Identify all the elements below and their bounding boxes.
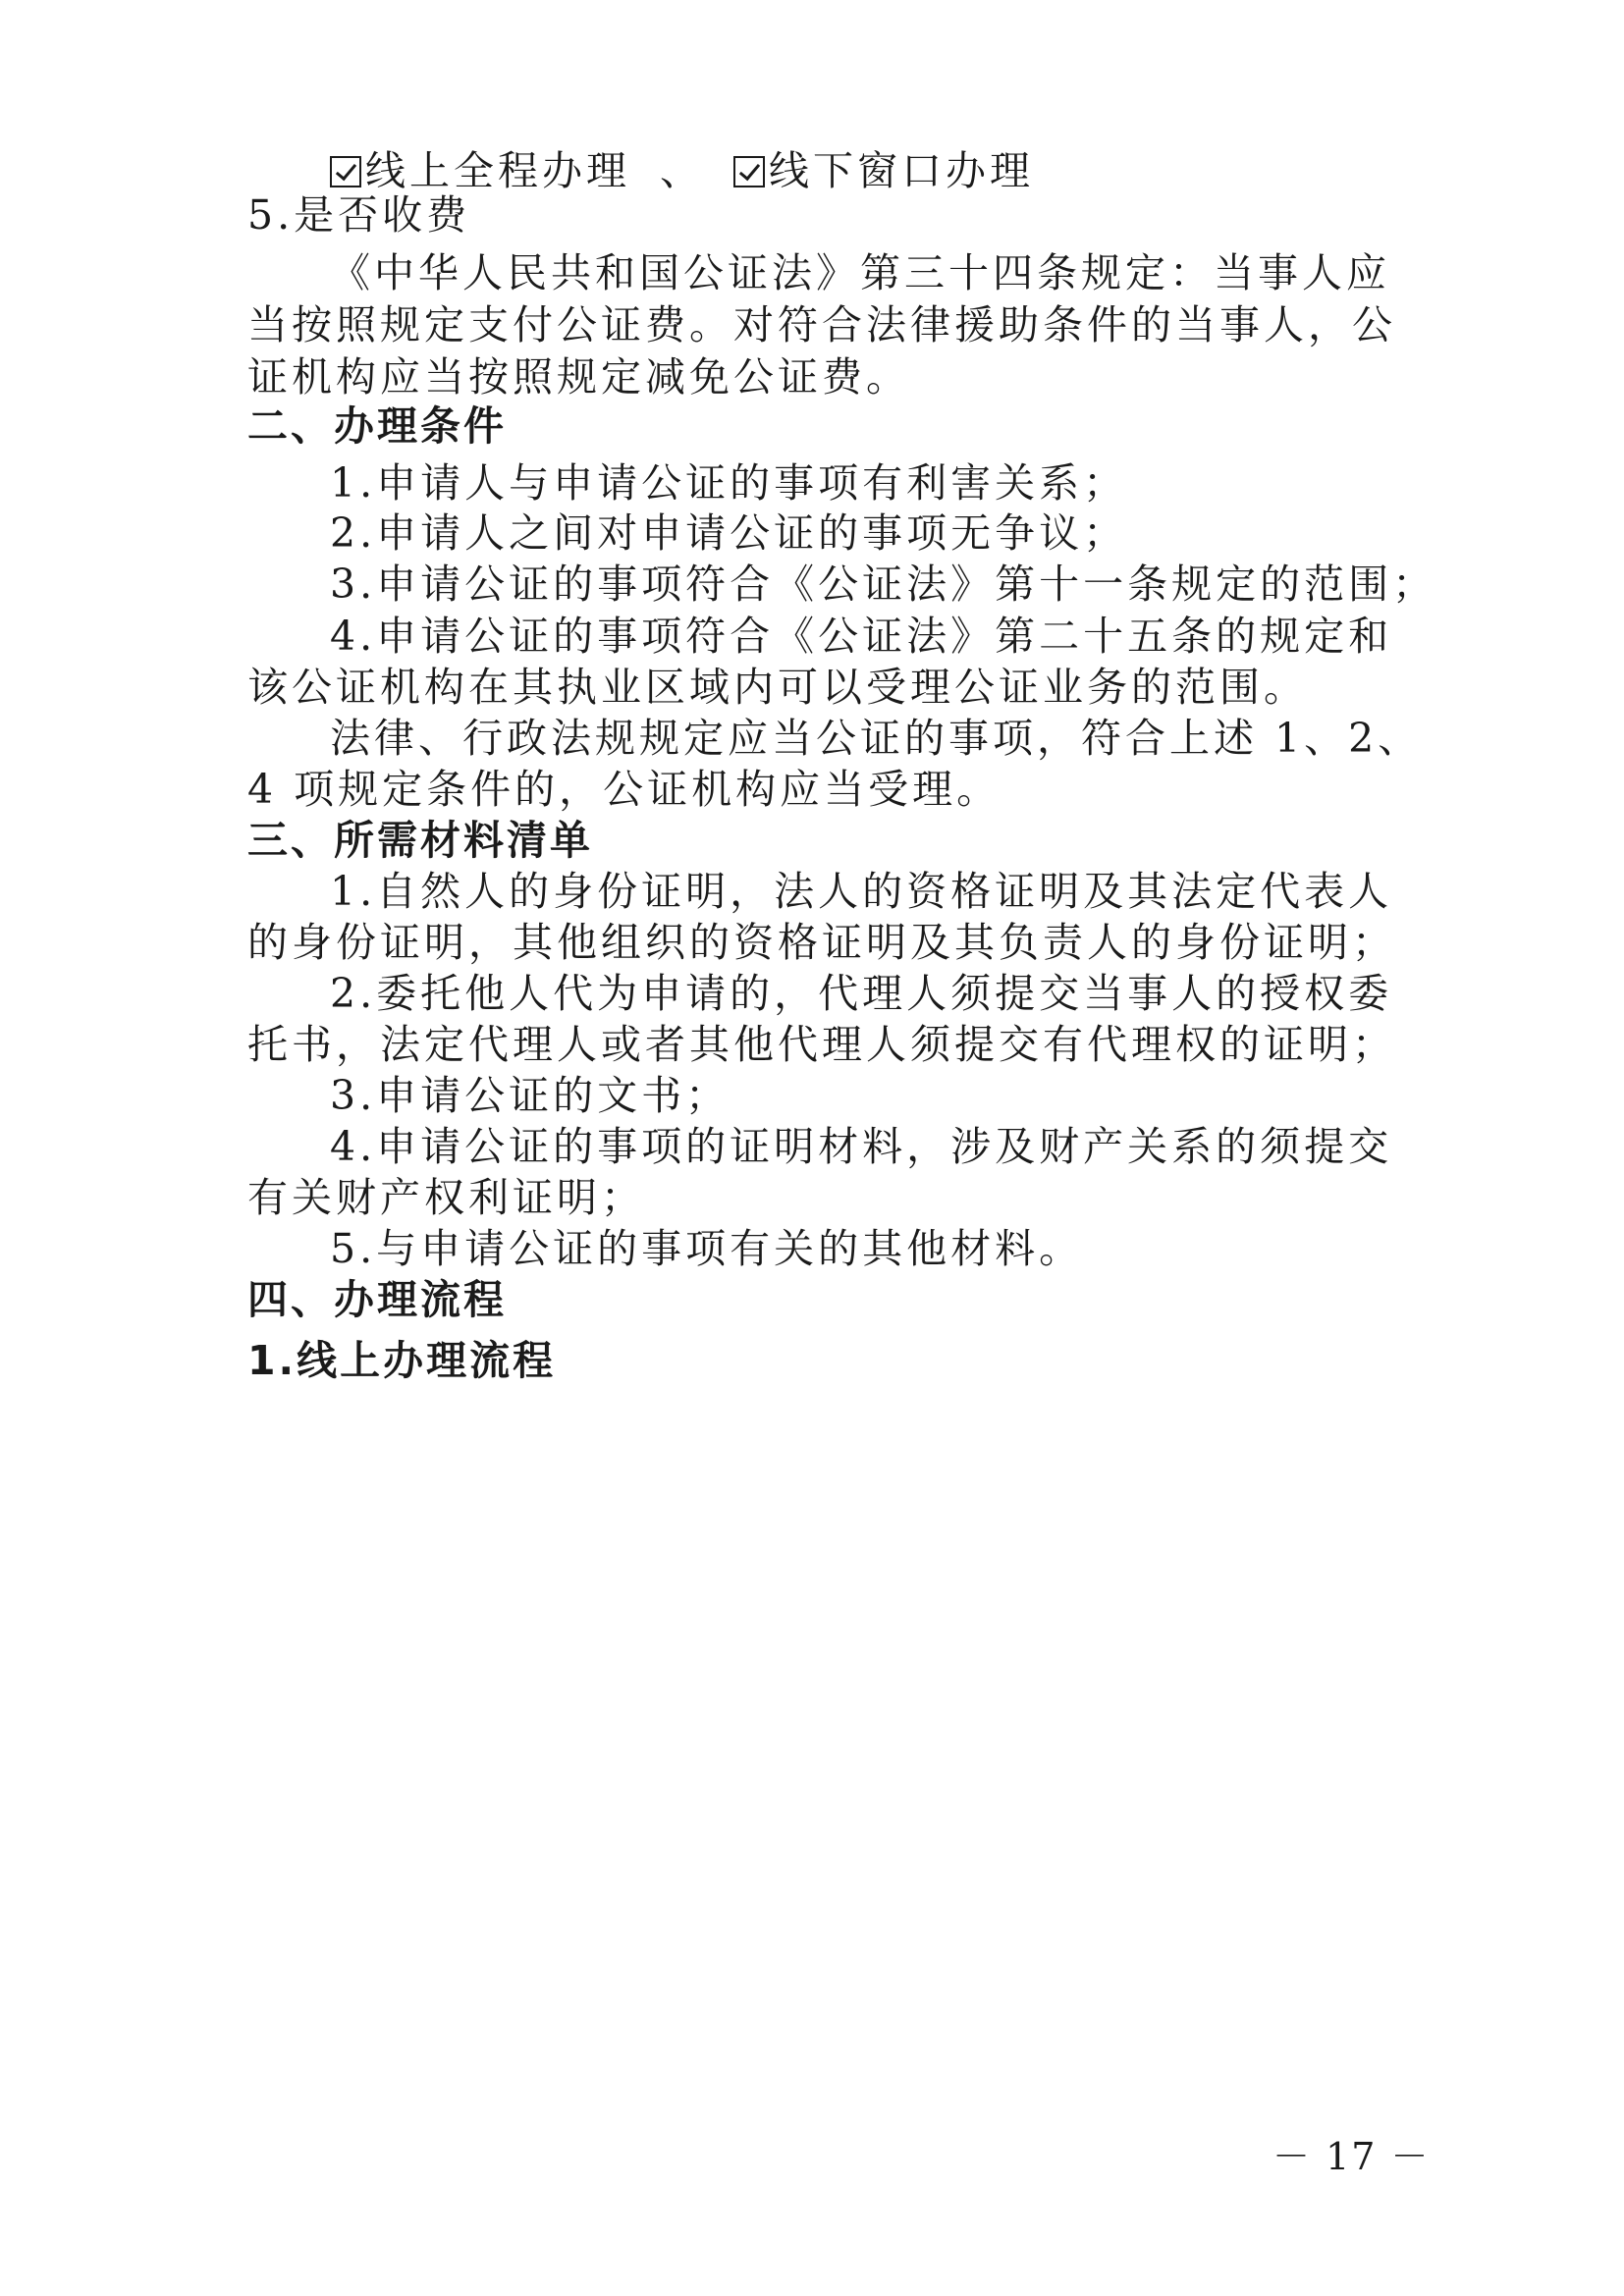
condition-item: 3.申请公证的事项符合《公证法》第十一条规定的范围； <box>330 561 1437 608</box>
material-item: 2.委托他人代为申请的，代理人须提交当事人的授权委 <box>330 970 1393 1017</box>
condition-item-continued: 该公证机构在其执业区域内可以受理公证业务的范围。 <box>247 664 1308 711</box>
condition-note: 法律、行政法规规定应当公证的事项，符合上述 1、2、 <box>330 715 1423 762</box>
subsection-heading-online-process: 1.线上办理流程 <box>247 1337 557 1384</box>
material-item: 5.与申请公证的事项有关的其他材料。 <box>330 1225 1084 1272</box>
material-item: 4.申请公证的事项的证明材料，涉及财产关系的须提交 <box>330 1123 1393 1170</box>
section-heading-materials: 三、所需材料清单 <box>247 817 593 864</box>
material-item-continued: 托书，法定代理人或者其他代理人须提交有代理权的证明； <box>247 1021 1396 1068</box>
material-item-continued: 有关财产权利证明； <box>247 1174 645 1221</box>
checked-box-icon <box>733 156 765 187</box>
page-number: － 17 － <box>1272 2135 1431 2178</box>
section-heading-process: 四、办理流程 <box>247 1276 507 1323</box>
condition-item: 2.申请人之间对申请公证的事项无争议； <box>330 509 1128 557</box>
section-heading-conditions: 二、办理条件 <box>247 402 507 450</box>
fee-paragraph-line: 《中华人民共和国公证法》第三十四条规定：当事人应 <box>330 249 1390 296</box>
condition-item: 1.申请人与申请公证的事项有利害关系； <box>330 459 1128 507</box>
condition-note-continued: 4 项规定条件的，公证机构应当受理。 <box>247 766 1001 813</box>
fee-heading: 5.是否收费 <box>247 191 471 239</box>
checked-box-icon <box>330 156 361 187</box>
online-handling-label: 线上全程办理 <box>365 147 630 194</box>
handling-separator: 、 <box>660 147 704 194</box>
material-item-continued: 的身份证明，其他组织的资格证明及其负责人的身份证明； <box>247 919 1396 966</box>
offline-handling-label: 线下窗口办理 <box>769 147 1034 194</box>
material-item: 3.申请公证的文书； <box>330 1072 731 1119</box>
fee-paragraph-line: 证机构应当按照规定减免公证费。 <box>247 353 910 400</box>
fee-paragraph-line: 当按照规定支付公证费。对符合法律援助条件的当事人，公 <box>247 301 1396 348</box>
material-item: 1.自然人的身份证明，法人的资格证明及其法定代表人 <box>330 868 1393 915</box>
condition-item: 4.申请公证的事项符合《公证法》第二十五条的规定和 <box>330 613 1393 660</box>
